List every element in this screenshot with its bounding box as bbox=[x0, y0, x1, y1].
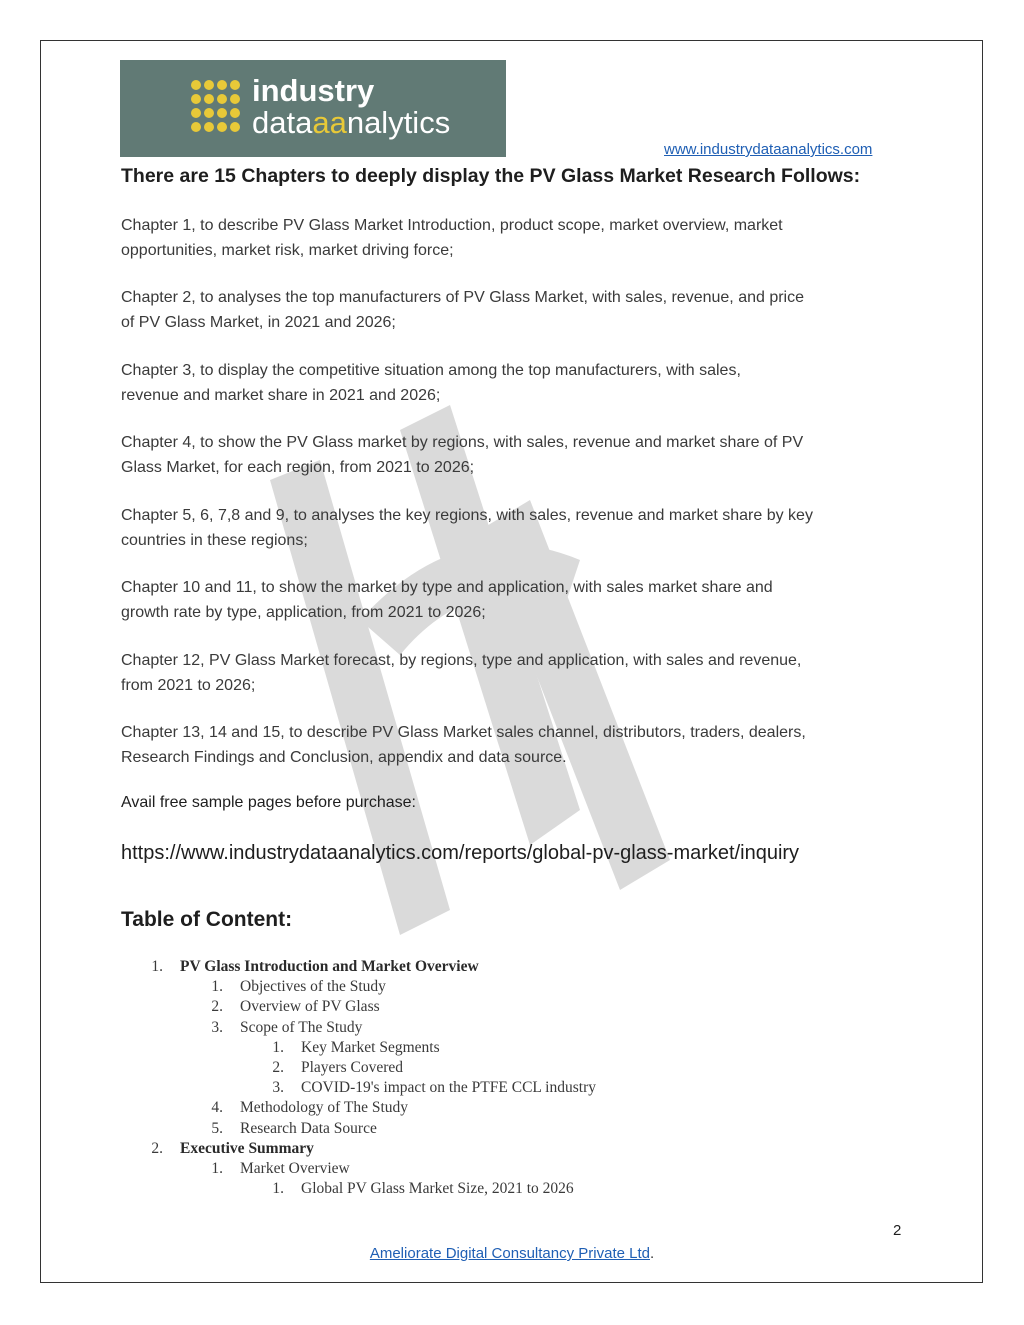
paragraph-line: revenue and market share in 2021 and 2026; bbox=[121, 386, 441, 404]
paragraph-line: Chapter 5, 6, 7,8 and 9, to analyses the key regions, with sales, revenue and market share by key bbox=[121, 507, 813, 524]
chapter-paragraph bbox=[121, 286, 911, 335]
chapter-paragraph bbox=[121, 359, 911, 408]
inquiry-link[interactable]: https://www.industrydataanalytics.com/reports/global-pv-glass-market/inquiry bbox=[121, 842, 800, 864]
paragraph-line: Chapter 1, to describe PV Glass Market Introduction, product scope, market overview, market bbox=[121, 217, 783, 234]
footer bbox=[0, 1245, 1024, 1262]
toc-title: Table of Content: bbox=[121, 908, 293, 931]
toc-item-text: Research Data Source bbox=[240, 1119, 377, 1137]
toc-item-text: Methodology of The Study bbox=[240, 1099, 409, 1117]
paragraph-line: of PV Glass Market, in 2021 and 2026; bbox=[121, 313, 396, 331]
toc-item-text: Scope of The Study bbox=[240, 1018, 363, 1036]
paragraph-line: Glass Market, for each region, from 2021 to 2026; bbox=[121, 458, 475, 476]
toc-item-number: 3. bbox=[272, 1079, 284, 1097]
toc-item-number: 3. bbox=[211, 1018, 223, 1036]
toc-item-number: 2. bbox=[151, 1139, 163, 1157]
footer-company-link[interactable]: Ameliorate Digital Consultancy Private Ltd bbox=[369, 1245, 650, 1262]
company-logo bbox=[120, 60, 506, 157]
paragraph-line: Chapter 13, 14 and 15, to describe PV Glass Market sales channel, distributors, traders, dealers, bbox=[121, 724, 806, 741]
paragraph-line: Chapter 2, to analyses the top manufacturers of PV Glass Market, with sales, revenue, and price bbox=[121, 289, 805, 306]
toc-item-text: Overview of PV Glass bbox=[240, 998, 380, 1016]
chapter-paragraph bbox=[121, 214, 911, 263]
paragraph-line: from 2021 to 2026; bbox=[121, 676, 256, 694]
logo-word-dataanalytics: dataaanalytics bbox=[252, 105, 451, 140]
chapter-paragraph bbox=[121, 576, 911, 625]
toc-item-number: 1. bbox=[211, 1160, 223, 1177]
paragraph-line: Chapter 10 and 11, to show the market by type and application, with sales market share and bbox=[121, 579, 773, 596]
paragraph-line: Chapter 12, PV Glass Market forecast, by regions, type and application, with sales and revenue, bbox=[121, 652, 802, 669]
toc-item-number: 1. bbox=[151, 958, 163, 975]
paragraph-line: Research Findings and Conclusion, appendix and data source. bbox=[121, 748, 567, 766]
paragraph-line: Chapter 4, to show the PV Glass market by regions, with sales, revenue and market share of PV bbox=[121, 434, 804, 451]
toc-item-text: Global PV Glass Market Size, 2021 to 2026 bbox=[301, 1180, 574, 1198]
toc-item-text: COVID-19's impact on the PTFE CCL industry bbox=[301, 1079, 596, 1097]
chapters-heading: There are 15 Chapters to deeply display the PV Glass Market Research Follows: bbox=[121, 165, 861, 187]
toc-item-text: Market Overview bbox=[240, 1160, 350, 1177]
toc-item-number: 1. bbox=[272, 1038, 284, 1056]
footer-dot: . bbox=[649, 1245, 655, 1262]
toc-item-number: 2. bbox=[211, 998, 223, 1016]
paragraph-line: Chapter 3, to display the competitive situation among the top manufacturers, with sales, bbox=[121, 362, 741, 379]
toc-item-text: Objectives of the Study bbox=[240, 978, 386, 996]
logo-word-industry: industry bbox=[252, 73, 375, 108]
chapter-paragraph bbox=[121, 721, 911, 770]
toc-item-number: 2. bbox=[272, 1059, 284, 1076]
website-link[interactable]: www.industrydataanalytics.com bbox=[664, 141, 873, 158]
page-number: 2 bbox=[893, 1222, 902, 1239]
toc-item-text: PV Glass Introduction and Market Overview bbox=[180, 958, 479, 975]
toc-item-number: 4. bbox=[211, 1099, 223, 1117]
paragraph-line: countries in these regions; bbox=[121, 531, 308, 549]
chapter-paragraph bbox=[121, 504, 911, 553]
chapter-paragraph bbox=[121, 431, 911, 480]
chapter-paragraph bbox=[121, 649, 911, 698]
toc-item-text: Players Covered bbox=[301, 1059, 404, 1076]
paragraph-line: opportunities, market risk, market driving force; bbox=[121, 241, 454, 259]
toc-item-number: 1. bbox=[211, 978, 223, 996]
toc-item-number: 1. bbox=[272, 1180, 284, 1198]
toc-item-text: Executive Summary bbox=[180, 1139, 314, 1157]
avail-sample-text: Avail free sample pages before purchase: bbox=[121, 794, 416, 811]
paragraph-line: growth rate by type, application, from 2021 to 2026; bbox=[121, 603, 486, 621]
toc-item-text: Key Market Segments bbox=[301, 1038, 440, 1056]
toc-item-number: 5. bbox=[211, 1119, 223, 1137]
